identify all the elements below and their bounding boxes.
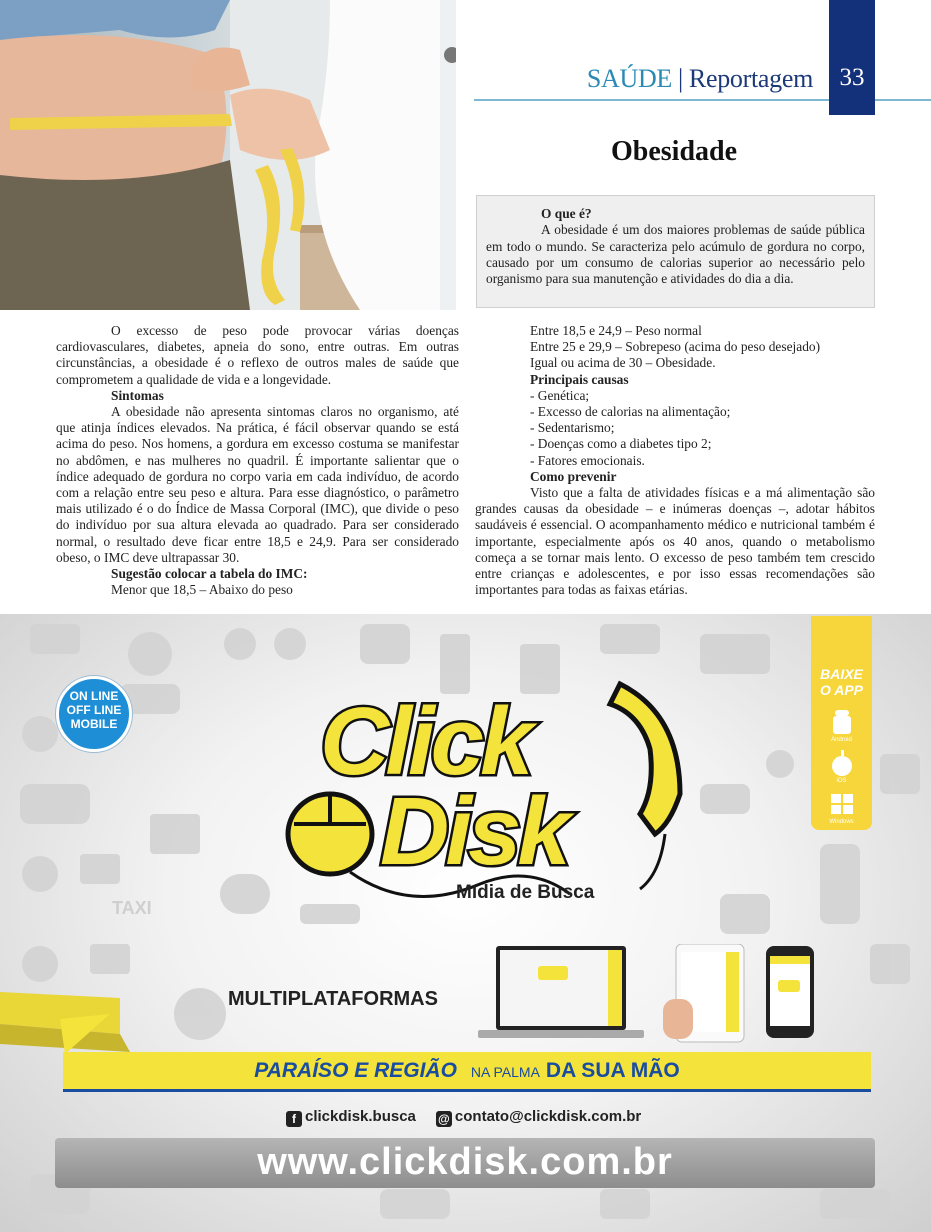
android-label: Android — [831, 737, 852, 743]
cause-item: - Fatores emocionais. — [530, 452, 645, 468]
region-banner — [63, 1052, 871, 1092]
heading-sintomas: Sintomas — [111, 387, 164, 403]
heading-prevenir: Como prevenir — [530, 468, 617, 484]
email-icon: @ — [436, 1111, 452, 1127]
website-url[interactable]: www.clickdisk.com.br — [257, 1141, 673, 1183]
facebook-icon: f — [286, 1111, 302, 1127]
page-number: 33 — [839, 64, 865, 91]
cause-item: - Sedentarismo; — [530, 420, 615, 436]
badge-line-online: ON LINE — [69, 689, 119, 703]
android-icon — [833, 710, 851, 734]
paragraph-prevenir: Visto que a falta de atividades físicas e a má alimentação são grandes causas da obesidade – e inúmeras doenças –, adotar hábitos saudáveis é essencial. O acompanhamento médico e nutricional também é importante, especialmente após os 40 anos, quando o metabolismo começa a se tornar mais lento. O excesso de peso também tem crescido entre crianças e adolescentes, e por isso essas recomendações são importantes para todas as faixas etárias. — [475, 485, 875, 598]
page-number-box — [829, 0, 875, 115]
multiplatform-label: MULTIPLATAFORMAS — [228, 988, 438, 1010]
download-app-line2: O APP — [819, 682, 864, 698]
subsection-label: Reportagem — [688, 64, 813, 93]
badge-line-mobile: MOBILE — [70, 717, 118, 731]
logo-word-disk: Disk — [380, 778, 567, 885]
paragraph-sintomas: A obesidade não apresenta sintomas claros no organismo, até que atinja índices elevados. Na prática, é fácil observar quando se está acima do peso. Nos homens, a gordura em excesso costuma se manifestar no abdômen, e nas mulheres no quadril. É importante salientar que o índice adequado de gordura no corpo varia em cada indivíduo, de acordo com a relação entre seu peso e altura. Para esse diagnóstico, o parâmetro mais utilizado é o do Índice de Massa Corporal (IMC), que divide o peso do indivíduo por sua altura elevada ao quadrado. Para ser considerado normal, o resultado deve ficar entre 18,5 e 24,9. Para ser considerado obeso, o IMC deve ultrapassar 30. — [56, 404, 459, 565]
clickdisk-advertisement — [0, 614, 931, 1232]
email-address[interactable]: contato@clickdisk.com.br — [454, 1108, 642, 1125]
imc-row-3: Entre 25 e 29,9 – Sobrepeso (acima do peso desejado) — [530, 339, 821, 355]
section-title: SAÚDE | Reportagem — [586, 64, 813, 93]
website-bar — [55, 1138, 875, 1188]
article-title: Obesidade — [610, 136, 738, 167]
banner-region: PARAÍSO E REGIÃO — [254, 1059, 457, 1082]
section-label: SAÚDE — [586, 64, 673, 93]
laptop-icon — [478, 946, 644, 1038]
tablet-icon — [663, 944, 744, 1042]
imc-row-1: Menor que 18,5 – Abaixo do peso — [111, 582, 293, 598]
online-offline-badge — [56, 676, 132, 752]
banner-da-sua-mao: DA SUA MÃO — [545, 1059, 680, 1082]
paragraph-intro: O excesso de peso pode provocar várias doenças cardiovasculares, diabetes, apneia do sono, entre outras. Em outras circunstâncias, a obesidade é o reflexo de outros males de saúde que comprometem a qualidade de vida e a longevidade. — [56, 323, 459, 387]
download-app-strip[interactable] — [811, 616, 872, 830]
cause-item: - Doenças como a diabetes tipo 2; — [530, 436, 712, 452]
cause-item: - Genética; — [530, 387, 590, 403]
info-box-heading: O que é? — [541, 206, 592, 221]
windows-label: Windows — [829, 819, 854, 825]
contact-line — [286, 1108, 641, 1127]
windows-icon — [831, 794, 853, 814]
facebook-handle[interactable]: clickdisk.busca — [305, 1108, 416, 1125]
imc-row-2: Entre 18,5 e 24,9 – Peso normal — [530, 323, 702, 338]
info-box-text: A obesidade é um dos maiores problemas de saúde pública em todo o mundo. Se caracteriza pelo acúmulo de gordura no corpo, causado por um consumo de calorias superior ao necessário pelo organismo para sua manutenção e atividades do dia a dia. — [486, 222, 865, 287]
badge-line-offline: OFF LINE — [66, 703, 122, 717]
banner-na-palma: NA PALMA — [470, 1064, 540, 1080]
download-app-line1: BAIXE — [820, 666, 863, 682]
imc-row-4: Igual ou acima de 30 – Obesidade. — [530, 355, 716, 371]
article-photo — [0, 0, 456, 310]
logo-word-click: Click — [320, 688, 530, 795]
download-app-title — [811, 666, 872, 698]
heading-causas: Principais causas — [530, 371, 629, 387]
apple-icon — [832, 750, 852, 776]
info-box — [476, 195, 875, 308]
ios-label: iOS — [836, 778, 847, 784]
right-column — [475, 323, 875, 598]
heading-imc-table: Sugestão colocar a tabela do IMC: — [111, 566, 308, 582]
clickdisk-logo — [270, 674, 700, 904]
taxi-label: TAXI — [112, 898, 152, 918]
left-column — [56, 323, 459, 598]
device-mockups — [478, 944, 818, 1044]
page-header — [474, 0, 931, 115]
logo-tagline: Mídia de Busca — [456, 882, 595, 903]
smartphone-icon — [766, 946, 814, 1038]
cause-item: - Excesso de calorias na alimentação; — [530, 404, 731, 420]
